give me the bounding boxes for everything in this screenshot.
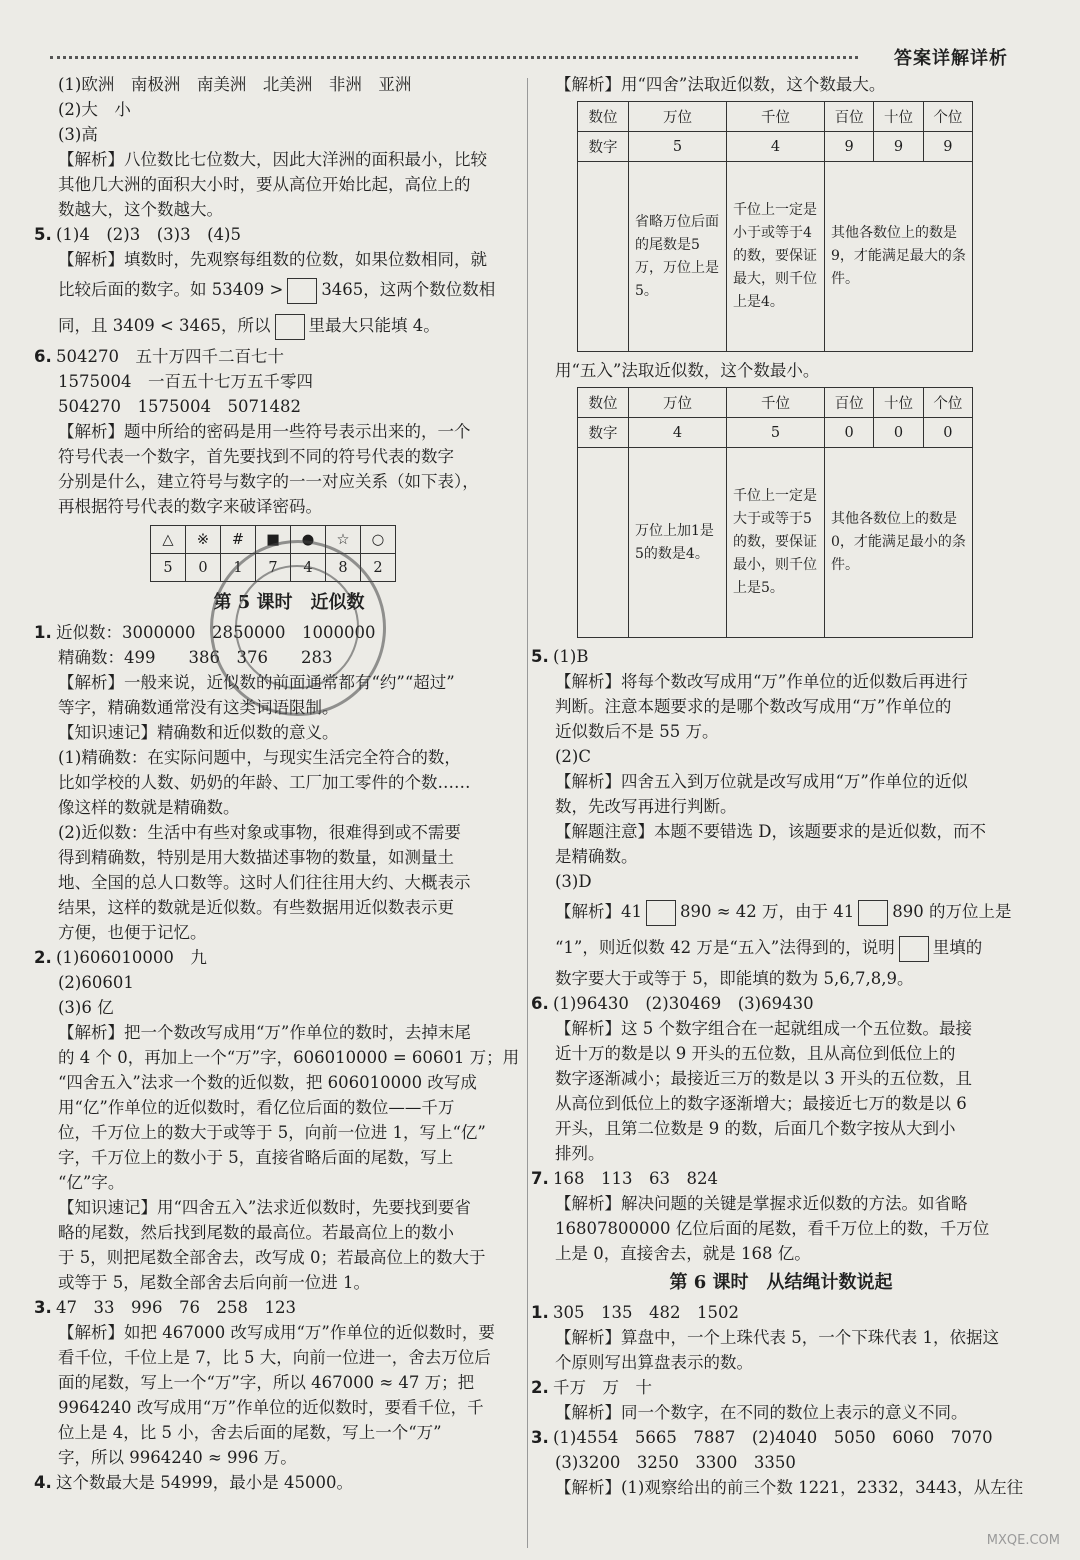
answer-line: (3)3200 3250 3300 3350 (555, 1453, 796, 1472)
answer-text: 305 135 482 1502 (553, 1303, 739, 1322)
section-title: 第 6 课时 从结绳计数说起 (669, 1272, 893, 1293)
question-number: 2. (34, 948, 52, 967)
table-explain: 省略万位后面的尾数是5万，万位上是5。 (629, 162, 727, 352)
analysis-line: 面的尾数，写上一个“万”字，所以 467000 ≈ 47 万；把 (58, 1373, 475, 1392)
blank-box (646, 900, 676, 926)
analysis-line (555, 894, 1012, 930)
analysis-line: 【解析】解决问题的关键是掌握求近似数的方法。如省略 (555, 1194, 968, 1213)
code-digit: 4 (291, 554, 326, 582)
answer-line: 精确数：499 386 376 283 (58, 648, 333, 667)
analysis-line: 【解析】把一个数改写成用“万”作单位的数时，去掉末尾 (58, 1023, 471, 1042)
table-header: 百位 (825, 388, 874, 418)
analysis-line: 符号代表一个数字，首先要找到不同的符号代表的数字 (58, 447, 454, 466)
analysis-text: 比较后面的数字。如 53409 > (58, 280, 284, 299)
analysis-line: (2)近似数：生活中有些对象或事物，很难得到或不需要 (58, 823, 461, 842)
table-header: 万位 (629, 388, 727, 418)
question-number: 7. (531, 1169, 549, 1188)
analysis-line: 【解析】同一个数字，在不同的数位上表示的意义不同。 (555, 1403, 968, 1422)
answer-text: (1)606010000 九 (56, 948, 207, 967)
analysis-line: 数，先改写再进行判断。 (555, 797, 737, 816)
analysis-line: 分别是什么，建立符号与数字的一一对应关系（如下表）， (58, 472, 479, 491)
rounding-table-max (577, 101, 973, 352)
analysis-line: 【解析】八位数比七位数大，因此大洋洲的面积最小，比较 (58, 150, 487, 169)
answer-text: (1)96430 (2)30469 (3)69430 (553, 994, 814, 1013)
code-digit: 5 (151, 554, 186, 582)
analysis-line: 看千位，千位上是 7，比 5 大，向前一位进一，舍去万位后 (58, 1348, 491, 1367)
right-column (531, 72, 1024, 1500)
analysis-line: (1)精确数：在实际问题中，与现实生活完全符合的数， (58, 748, 461, 767)
answer-text: 168 113 63 824 (553, 1169, 718, 1188)
analysis-line: 判断。注意本题要求的是哪个数改写成用“万”作单位的 (555, 697, 952, 716)
table-header: 个位 (923, 388, 972, 418)
table-cell: 9 (825, 132, 874, 162)
analysis-line: 等字，精确数通常没有这类词语限制。 (58, 698, 339, 717)
analysis-line: 方便，也便于记忆。 (58, 923, 207, 942)
answer-line: (3)高 (58, 125, 98, 144)
table-cell: 0 (874, 418, 923, 448)
analysis-line: 位，千万位上的数大于或等于 5，向前一位进 1，写上“亿” (58, 1123, 486, 1142)
answer-text: (1)4 (2)3 (3)3 (4)5 (56, 225, 241, 244)
table-cell: 4 (727, 132, 825, 162)
code-symbol: ※ (186, 526, 221, 554)
table-explain: 万位上加1是5的数是4。 (629, 448, 727, 638)
analysis-line: 地、全国的总人口数等。这时人们往往用大约、大概表示 (58, 873, 471, 892)
analysis-line: 是精确数。 (555, 847, 638, 866)
analysis-line: 从高位到低位上的数字逐渐增大；最接近七万的数是以 6 (555, 1094, 967, 1113)
analysis-line: 结果，这样的数就是近似数。有些数据用近似数表示更 (58, 898, 454, 917)
answer-text: 这个数最大是 54999，最小是 45000。 (56, 1473, 353, 1492)
analysis-line: 【解析】这 5 个数字组合在一起就组成一个五位数。最接 (555, 1019, 972, 1038)
question-number: 3. (34, 1298, 52, 1317)
answer-text: 千万 万 十 (553, 1378, 652, 1397)
answer-line: (3)D (555, 872, 592, 891)
question-number: 6. (34, 347, 52, 366)
analysis-text: 3465，这两个数位数相 (321, 280, 496, 299)
answer-text: 47 33 996 76 258 123 (56, 1298, 296, 1317)
analysis-text: 里填的 (932, 938, 983, 957)
analysis-text: 同，且 3409 < 3465，所以 (58, 316, 271, 335)
analysis-line: 近似数后不是 55 万。 (555, 722, 719, 741)
analysis-line: 像这样的数就是精确数。 (58, 798, 240, 817)
analysis-line: 再根据符号代表的数字来破译密码。 (58, 497, 322, 516)
code-symbol: # (221, 526, 256, 554)
table-explain: 其他各数位上的数是0，才能满足最小的条件。 (825, 448, 973, 638)
column-divider (527, 78, 528, 1548)
table-header: 个位 (923, 102, 972, 132)
blank-box (275, 314, 305, 340)
analysis-line: “亿”字。 (58, 1173, 125, 1192)
question-number: 4. (34, 1473, 52, 1492)
analysis-line: 比如学校的人数、奶奶的年龄、工厂加工零件的个数…… (58, 773, 471, 792)
question-number: 5. (34, 225, 52, 244)
question-number: 1. (531, 1303, 549, 1322)
analysis-line: 上是 0，直接舍去，就是 168 亿。 (555, 1244, 811, 1263)
analysis-line: 字，千万位上的数小于 5，直接省略后面的尾数，写上 (58, 1148, 454, 1167)
analysis-line: 【知识速记】用“四舍五入”法求近似数时，先要找到要省 (58, 1198, 471, 1217)
analysis-line: 排列。 (555, 1144, 605, 1163)
analysis-line: 【解题注意】本题不要错选 D，该题要求的是近似数，而不 (555, 822, 986, 841)
analysis-text: “1”，则近似数 42 万是“五入”法得到的，说明 (555, 938, 895, 957)
table-header: 万位 (629, 102, 727, 132)
table-header: 千位 (727, 102, 825, 132)
answer-text: (1)4554 5665 7887 (2)4040 5050 6060 7070 (553, 1428, 993, 1447)
answer-line: 1575004 一百五十七万五千零四 (58, 372, 313, 391)
analysis-text: 里最大只能填 4。 (308, 316, 440, 335)
code-symbol: ● (291, 526, 326, 554)
analysis-line (58, 272, 520, 308)
code-symbol: ■ (256, 526, 291, 554)
analysis-line: 16807800000 亿位后面的尾数，看千万位上的数，千万位 (555, 1219, 990, 1238)
answer-line: (2)60601 (58, 973, 134, 992)
analysis-line: 数字逐渐减小；最接近三万的数是以 3 开头的五位数，且 (555, 1069, 972, 1088)
analysis-line: 【解析】算盘中，一个上珠代表 5，一个下珠代表 1，依据这 (555, 1328, 999, 1347)
answer-text: (1)B (553, 647, 589, 666)
table-header: 千位 (727, 388, 825, 418)
table-cell: 5 (629, 132, 727, 162)
answer-text: 504270 五十万四千二百七十 (56, 347, 284, 366)
analysis-line: “四舍五入”法求一个数的近似数，把 606010000 改写成 (58, 1073, 477, 1092)
question-number: 6. (531, 994, 549, 1013)
code-digit: 7 (256, 554, 291, 582)
table-cell (578, 162, 629, 352)
analysis-line: 【知识速记】精确数和近似数的意义。 (58, 723, 339, 742)
code-digit: 8 (326, 554, 361, 582)
table-cell: 0 (923, 418, 972, 448)
answer-text: 近似数：3000000 2850000 1000000 (56, 623, 376, 642)
question-number: 5. (531, 647, 549, 666)
header-title: 答案详解详析 (894, 48, 1008, 69)
analysis-line: 用“五入”法取近似数，这个数最小。 (555, 361, 820, 380)
table-cell: 数字 (578, 132, 629, 162)
stamp-seal-inner-icon (235, 565, 359, 689)
table-header: 十位 (874, 388, 923, 418)
rounding-table-min (577, 387, 973, 638)
analysis-line: 略的尾数，然后找到尾数的最高位。若最高位上的数小 (58, 1223, 454, 1242)
answer-line: 504270 1575004 5071482 (58, 397, 301, 416)
section-title: 第 5 课时 近似数 (213, 592, 365, 613)
analysis-line: 字，所以 9964240 ≈ 996 万。 (58, 1448, 297, 1467)
analysis-line: 开头，且第二位数是 9 的数，后面几个数字按从大到小 (555, 1119, 956, 1138)
table-cell (578, 448, 629, 638)
code-symbol: △ (151, 526, 186, 554)
table-cell: 9 (923, 132, 972, 162)
blank-box (287, 278, 317, 304)
blank-box (858, 900, 888, 926)
analysis-line: 于 5，则把尾数全部舍去，改写成 0；若最高位上的数大于 (58, 1248, 486, 1267)
answer-line: (2)大 小 (58, 100, 131, 119)
analysis-line: 【解析】将每个数改写成用“万”作单位的近似数后再进行 (555, 672, 968, 691)
table-header: 数位 (578, 102, 629, 132)
analysis-line: 或等于 5，尾数全部舍去后向前一位进 1。 (58, 1273, 370, 1292)
question-number: 3. (531, 1428, 549, 1447)
analysis-line: 近十万的数是以 9 开头的五位数，且从高位到低位上的 (555, 1044, 956, 1063)
analysis-line: 数字要大于或等于 5，即能填的数为 5,6,7,8,9。 (555, 969, 914, 988)
analysis-text: 【解析】41 (555, 902, 642, 921)
table-explain: 其他各数位上的数是9，才能满足最大的条件。 (825, 162, 973, 352)
analysis-text: 890 ≈ 42 万，由于 41 (680, 902, 855, 921)
table-header: 数位 (578, 388, 629, 418)
analysis-line: 【解析】题中所给的密码是用一些符号表示出来的，一个 (58, 422, 471, 441)
table-cell: 4 (629, 418, 727, 448)
analysis-line: 用“亿”作单位的近似数时，看亿位后面的数位——千万 (58, 1098, 455, 1117)
analysis-line: 【解析】填数时，先观察每组数的位数，如果位数相同，就 (58, 250, 487, 269)
code-symbol: ○ (361, 526, 396, 554)
analysis-text: 890 的万位上是 (892, 902, 1012, 921)
analysis-line (555, 930, 1007, 966)
table-cell: 9 (874, 132, 923, 162)
header-dotted-rule (50, 56, 858, 59)
table-cell: 数字 (578, 418, 629, 448)
table-explain: 千位上一定是小于或等于4的数，要保证最大，则千位上是4。 (727, 162, 825, 352)
code-digit: 0 (186, 554, 221, 582)
code-digit: 1 (221, 554, 256, 582)
table-cell: 5 (727, 418, 825, 448)
analysis-line: 【解析】一般来说，近似数的前面通常都有“约”“超过” (58, 673, 455, 692)
analysis-line: 【解析】四舍五入到万位就是改写成用“万”作单位的近似 (555, 772, 968, 791)
analysis-line: 数越大，这个数越大。 (58, 200, 223, 219)
table-header: 十位 (874, 102, 923, 132)
left-column (34, 72, 520, 1495)
question-number: 2. (531, 1378, 549, 1397)
analysis-line: 【解析】用“四舍”法取近似数，这个数最大。 (555, 75, 886, 94)
table-cell: 0 (825, 418, 874, 448)
code-symbol: ☆ (326, 526, 361, 554)
table-header: 百位 (825, 102, 874, 132)
analysis-line: 其他几大洲的面积大小时，要从高位开始比起，高位上的 (58, 175, 471, 194)
analysis-line (58, 308, 520, 344)
analysis-line: 【解析】(1)观察给出的前三个数 1221，2332，3443，从左往 (555, 1478, 1024, 1497)
analysis-line: 的 4 个 0，再加上一个“万”字，606010000 = 60601 万；用 (58, 1048, 520, 1067)
analysis-line: 得到精确数，特别是用大数描述事物的数量，如测量土 (58, 848, 454, 867)
table-explain: 千位上一定是大于或等于5的数，要保证最小，则千位上是5。 (727, 448, 825, 638)
analysis-line: 【解析】如把 467000 改写成用“万”作单位的近似数时，要 (58, 1323, 495, 1342)
watermark: MXQE.COM (986, 1533, 1060, 1548)
question-number: 1. (34, 623, 52, 642)
code-digit: 2 (361, 554, 396, 582)
analysis-line: 9964240 改写成用“万”作单位的近似数时，要看千位，千 (58, 1398, 484, 1417)
blank-box (899, 936, 929, 962)
analysis-line: 位上是 4，比 5 小，舍去后面的尾数，写上一个“万” (58, 1423, 442, 1442)
analysis-line: 个原则写出算盘表示的数。 (555, 1353, 753, 1372)
answer-line: (2)C (555, 747, 591, 766)
answer-line: (3)6 亿 (58, 998, 114, 1017)
answer-line: (1)欧洲 南极洲 南美洲 北美洲 非洲 亚洲 (58, 75, 412, 94)
